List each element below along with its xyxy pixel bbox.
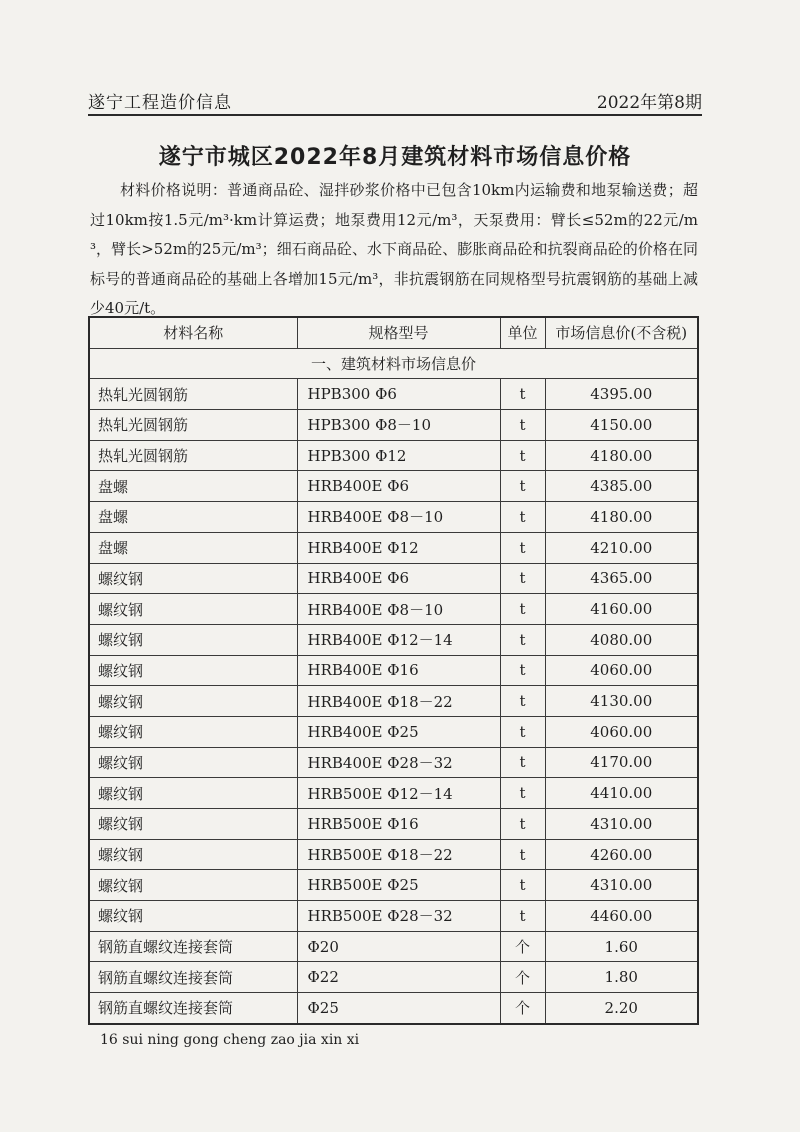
- header-material-name: 材料名称: [89, 317, 297, 348]
- table-row: [89, 839, 698, 870]
- material-name-cell: 盘螺: [89, 502, 297, 533]
- spec-cell: HRB400E Φ8－10: [297, 594, 500, 625]
- price-cell: 4395.00: [545, 379, 698, 410]
- unit-cell: t: [500, 594, 545, 625]
- table-row: [89, 624, 698, 655]
- material-name-cell: 螺纹钢: [89, 563, 297, 594]
- material-name-cell: 热轧光圆钢筋: [89, 379, 297, 410]
- unit-cell: t: [500, 624, 545, 655]
- price-cell: 4150.00: [545, 410, 698, 441]
- publication-name: 遂宁工程造价信息: [88, 93, 232, 113]
- price-cell: 4210.00: [545, 532, 698, 563]
- table-row: [89, 716, 698, 747]
- spec-cell: HRB400E Φ12－14: [297, 624, 500, 655]
- material-name-cell: 螺纹钢: [89, 839, 297, 870]
- table-row: [89, 962, 698, 993]
- table-row: [89, 410, 698, 441]
- header-spec: 规格型号: [297, 317, 500, 348]
- spec-cell: HRB400E Φ25: [297, 716, 500, 747]
- spec-cell: HRB500E Φ25: [297, 870, 500, 901]
- price-cell: 4410.00: [545, 778, 698, 809]
- price-cell: 4170.00: [545, 747, 698, 778]
- unit-cell: t: [500, 809, 545, 840]
- unit-cell: t: [500, 778, 545, 809]
- price-cell: 1.80: [545, 962, 698, 993]
- table-row: [89, 778, 698, 809]
- spec-cell: HRB500E Φ28－32: [297, 901, 500, 932]
- spec-cell: HRB500E Φ18－22: [297, 839, 500, 870]
- material-name-cell: 螺纹钢: [89, 747, 297, 778]
- unit-cell: t: [500, 379, 545, 410]
- material-name-cell: 钢筋直螺纹连接套筒: [89, 931, 297, 962]
- price-cell: 4160.00: [545, 594, 698, 625]
- unit-cell: 个: [500, 962, 545, 993]
- table-row: [89, 502, 698, 533]
- spec-cell: HPB300 Φ6: [297, 379, 500, 410]
- unit-cell: t: [500, 747, 545, 778]
- table-row: [89, 747, 698, 778]
- price-cell: 4130.00: [545, 686, 698, 717]
- material-name-cell: 螺纹钢: [89, 655, 297, 686]
- unit-cell: t: [500, 870, 545, 901]
- spec-cell: HRB400E Φ16: [297, 655, 500, 686]
- unit-cell: t: [500, 563, 545, 594]
- material-name-cell: 螺纹钢: [89, 901, 297, 932]
- spec-cell: Φ22: [297, 962, 500, 993]
- material-name-cell: 螺纹钢: [89, 809, 297, 840]
- material-name-cell: 螺纹钢: [89, 686, 297, 717]
- unit-cell: 个: [500, 931, 545, 962]
- section-title: 一、建筑材料市场信息价: [89, 348, 698, 379]
- spec-cell: HRB500E Φ16: [297, 809, 500, 840]
- table-row: [89, 901, 698, 932]
- spec-cell: HRB400E Φ6: [297, 563, 500, 594]
- price-cell: 1.60: [545, 931, 698, 962]
- material-name-cell: 钢筋直螺纹连接套筒: [89, 993, 297, 1024]
- price-cell: 2.20: [545, 993, 698, 1024]
- price-cell: 4060.00: [545, 716, 698, 747]
- unit-cell: t: [500, 532, 545, 563]
- unit-cell: t: [500, 839, 545, 870]
- header-unit: 单位: [500, 317, 545, 348]
- page-footer: 16 sui ning gong cheng zao jia xin xi: [100, 1032, 360, 1048]
- unit-cell: t: [500, 410, 545, 441]
- table-row: [89, 931, 698, 962]
- price-table: [88, 316, 699, 1025]
- table-row: [89, 993, 698, 1024]
- price-cell: 4080.00: [545, 624, 698, 655]
- spec-cell: HRB400E Φ12: [297, 532, 500, 563]
- table-header-row: [89, 317, 698, 348]
- material-name-cell: 螺纹钢: [89, 624, 297, 655]
- spec-cell: HRB400E Φ6: [297, 471, 500, 502]
- price-cell: 4365.00: [545, 563, 698, 594]
- material-name-cell: 螺纹钢: [89, 778, 297, 809]
- section-row: [89, 348, 698, 379]
- price-cell: 4310.00: [545, 809, 698, 840]
- table-row: [89, 655, 698, 686]
- unit-cell: t: [500, 716, 545, 747]
- table-row: [89, 686, 698, 717]
- price-cell: 4260.00: [545, 839, 698, 870]
- price-cell: 4180.00: [545, 440, 698, 471]
- unit-cell: t: [500, 471, 545, 502]
- material-name-cell: 热轧光圆钢筋: [89, 410, 297, 441]
- header-price: 市场信息价(不含税): [545, 317, 698, 348]
- price-cell: 4460.00: [545, 901, 698, 932]
- running-header: [88, 84, 702, 116]
- material-name-cell: 钢筋直螺纹连接套筒: [89, 962, 297, 993]
- spec-cell: HRB400E Φ18－22: [297, 686, 500, 717]
- spec-cell: HPB300 Φ8－10: [297, 410, 500, 441]
- price-cell: 4385.00: [545, 471, 698, 502]
- spec-cell: HRB500E Φ12－14: [297, 778, 500, 809]
- table-row: [89, 809, 698, 840]
- price-description: 材料价格说明：普通商品砼、湿拌砂浆价格中已包含10km内运输费和地泵输送费；超过10km按1.5元/m³·km计算运费；地泵费用12元/m³，天泵费用：臂长≤52m的22元/m³，臂长>52m的25元/m³；细石商品砼、水下商品砼、膨胀商品砼和抗裂商品砼的价格在同标号的普通商品砼的基础上各增加15元/m³，非抗震钢筋在同规格型号抗震钢筋的基础上减少40元/t。: [90, 181, 698, 317]
- material-name-cell: 螺纹钢: [89, 870, 297, 901]
- price-cell: 4310.00: [545, 870, 698, 901]
- page-title: 遂宁市城区2022年8月建筑材料市场信息价格: [158, 145, 632, 170]
- table-row: [89, 594, 698, 625]
- table-row: [89, 379, 698, 410]
- table-row: [89, 870, 698, 901]
- unit-cell: t: [500, 440, 545, 471]
- material-name-cell: 螺纹钢: [89, 594, 297, 625]
- spec-cell: Φ20: [297, 931, 500, 962]
- table-row: [89, 563, 698, 594]
- material-name-cell: 热轧光圆钢筋: [89, 440, 297, 471]
- spec-cell: HPB300 Φ12: [297, 440, 500, 471]
- unit-cell: t: [500, 655, 545, 686]
- spec-cell: HRB400E Φ28－32: [297, 747, 500, 778]
- table-row: [89, 471, 698, 502]
- table-row: [89, 532, 698, 563]
- price-cell: 4180.00: [545, 502, 698, 533]
- unit-cell: 个: [500, 993, 545, 1024]
- table-row: [89, 440, 698, 471]
- material-name-cell: 螺纹钢: [89, 716, 297, 747]
- unit-cell: t: [500, 901, 545, 932]
- spec-cell: HRB400E Φ8－10: [297, 502, 500, 533]
- spec-cell: Φ25: [297, 993, 500, 1024]
- unit-cell: t: [500, 686, 545, 717]
- issue-number: 2022年第8期: [596, 93, 702, 113]
- material-name-cell: 盘螺: [89, 471, 297, 502]
- unit-cell: t: [500, 502, 545, 533]
- material-name-cell: 盘螺: [89, 532, 297, 563]
- price-cell: 4060.00: [545, 655, 698, 686]
